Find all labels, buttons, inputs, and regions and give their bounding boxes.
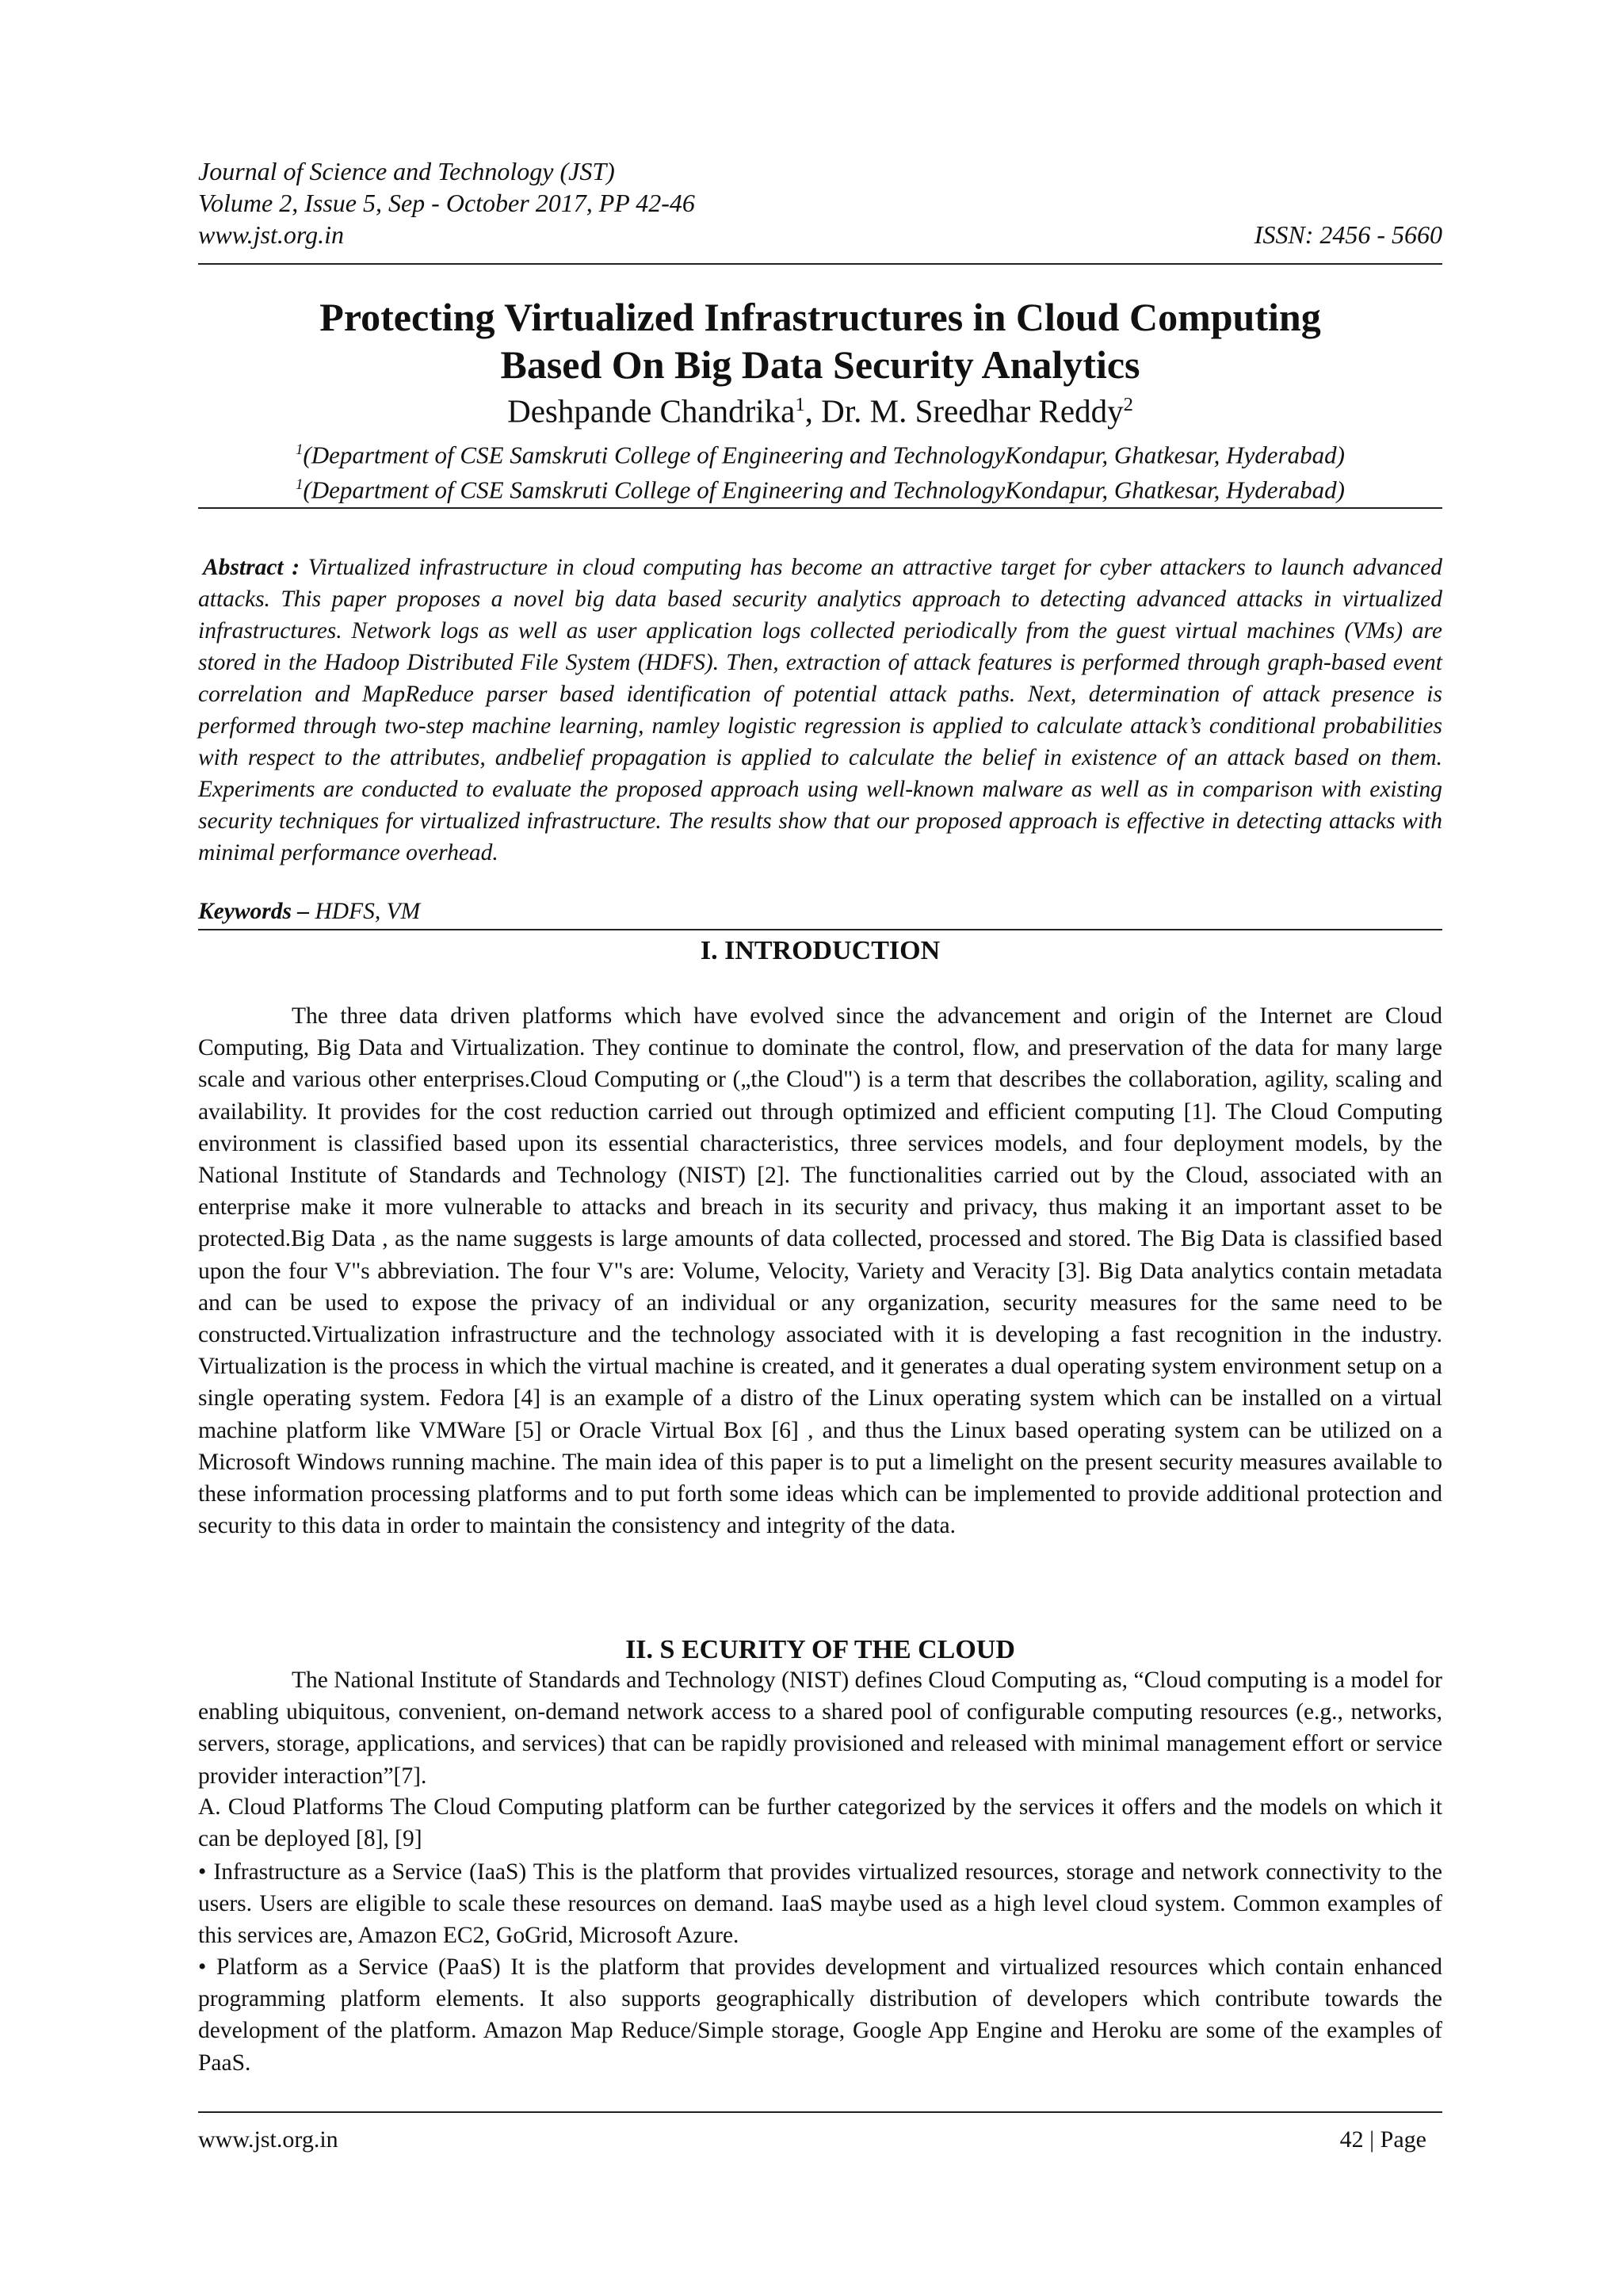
header-issn: ISSN: 2456 - 5660 xyxy=(1254,220,1442,249)
author-list xyxy=(198,385,1442,431)
header-website: www.jst.org.in xyxy=(198,220,345,249)
author-separator: , xyxy=(804,392,822,430)
security-paragraph-cloud-platforms: A. Cloud Platforms The Cloud Computing platform can be further categorized by the services it offers and the models on which it can be deployed [8], [9] xyxy=(198,1794,1442,1852)
paper-page xyxy=(198,0,1442,2296)
affiliation-divider xyxy=(198,507,1442,509)
journal-header xyxy=(198,155,1442,250)
author-2-affiliation-mark: 2 xyxy=(1123,394,1133,415)
affiliation-1-text: (Department of CSE Samskruti College of Engineering and TechnologyKondapur, Ghatkesar, Hyderabad) xyxy=(303,441,1345,469)
affiliation-1 xyxy=(198,434,1442,471)
footer-page-number: 42 | Page xyxy=(1339,2126,1426,2153)
abstract xyxy=(198,552,1442,869)
paper-title xyxy=(198,293,1442,388)
author-1: Deshpande Chandrika xyxy=(507,392,796,430)
header-row xyxy=(198,219,1442,250)
title-line-1: Protecting Virtualized Infrastructures in Cloud Computing xyxy=(319,295,1321,339)
keywords-divider xyxy=(198,929,1442,930)
section-heading-security: II. S ECURITY OF THE CLOUD xyxy=(625,1635,1015,1664)
author-2: Dr. M. Sreedhar Reddy xyxy=(821,392,1124,430)
author-1-affiliation-mark: 1 xyxy=(795,394,805,415)
affiliation-2 xyxy=(198,469,1442,506)
abstract-label: Abstract : xyxy=(203,555,308,580)
abstract-text: Virtualized infrastructure in cloud computing has become an attractive target for cyber attackers to launch advanced attacks. This paper proposes a novel big data based security analytics approach to detecting advanced attacks in virtualized infrastructures. Network logs as well as user application logs collected periodically from the guest virtual machines (VMs) are stored in the Hadoop Distributed File System (HDFS). Then, extraction of attack features is performed through graph-based event correlation and MapReduce parser based identification of potential attack paths. Next, determination of attack presence is performed through two-step machine learning, namley logistic regression is applied to calculate attack’s conditional probabilities with respect to the attributes, andbelief propagation is applied to calculate the belief in existence of an attack based on them. Experiments are conducted to evaluate the proposed approach using well-known malware as well as in comparison with existing security techniques for virtualized infrastructure. The results show that our proposed approach is effective in detecting attacks with minimal performance overhead. xyxy=(198,555,1442,865)
header-divider xyxy=(198,263,1442,265)
page-footer xyxy=(198,2124,1426,2156)
security-paragraph-nist: The National Institute of Standards and Technology (NIST) defines Cloud Computing as, “Cloud computing is a model for enabling ubiquitous, convenient, on-demand network access to a shared pool of configurable computing resources (e.g., networks, servers, storage, applications, and services) that can be rapidly provisioned and released with minimal management effort or service provider interaction”[7]. xyxy=(198,1668,1442,1789)
title-line-2: Based On Big Data Security Analytics xyxy=(500,342,1140,387)
affiliation-2-mark: 1 xyxy=(296,476,304,493)
footer-divider xyxy=(198,2111,1442,2113)
security-bullet-paas: • Platform as a Service (PaaS) It is the platform that provides development and virtualized resources which contain enhanced programming platform elements. It also supports geographically distribution of developers which contribute towards the development of the platform. Amazon Map Reduce/Simple storage, Google App Engine and Heroku are some of the examples of PaaS. xyxy=(198,1954,1442,2076)
keywords-text: HDFS, VM xyxy=(315,899,421,924)
introduction-paragraph: The three data driven platforms which have evolved since the advancement and origin of the Internet are Cloud Computing, Big Data and Virtualization. They continue to dominate the control, flow, and preservation of the data for many large scale and various other enterprises.Cloud Computing or („the Cloud") is a term that describes the collaboration, agility, scaling and availability. It provides for the cost reduction carried out through optimized and efficient computing [1]. The Cloud Computing environment is classified based upon its essential characteristics, three services models, and four deployment models, by the National Institute of Standards and Technology (NIST) [2]. The functionalities carried out by the Cloud, associated with an enterprise make it more vulnerable to attacks and breach in its security and privacy, thus making it an important asset to be protected.Big Data , as the name suggests is large amounts of data collected, processed and stored. The Big Data is classified based upon the four V"s abbreviation. The four V"s are: Volume, Velocity, Variety and Veracity [3]. Big Data analytics contain metadata and can be used to expose the privacy of an individual or any organization, security measures for the same need to be constructed.Virtualization infrastructure and the technology associated with it is developing a fast recognition in the industry. Virtualization is the process in which the virtual machine is created, and it generates a dual operating system environment setup on a single operating system. Fedora [4] is an example of a distro of the Linux operating system which can be installed on a virtual machine platform like VMWare [5] or Oracle Virtual Box [6] , and thus the Linux based operating system can be utilized on a Microsoft Windows running machine. The main idea of this paper is to put a limelight on the present security measures available to these information processing platforms and to put forth some ideas which can be implemented to provide additional protection and security to this data in order to maintain the consistency and integrity of the data. xyxy=(198,1003,1442,1539)
section-heading-introduction: I. INTRODUCTION xyxy=(700,936,941,965)
keywords xyxy=(198,896,1442,927)
keywords-label: Keywords – xyxy=(198,899,315,924)
journal-volume: Volume 2, Issue 5, Sep - October 2017, PP 42-46 xyxy=(198,189,695,217)
affiliation-2-text: (Department of CSE Samskruti College of Engineering and TechnologyKondapur, Ghatkesar, Hyderabad) xyxy=(303,476,1345,504)
journal-name: Journal of Science and Technology (JST) xyxy=(198,157,615,185)
security-bullet-iaas: • Infrastructure as a Service (IaaS) This is the platform that provides virtualized resources, storage and network connectivity to the users. Users are eligible to scale these resources on demand. IaaS maybe used as a high level cloud system. Common examples of this services are, Amazon EC2, GoGrid, Microsoft Azure. xyxy=(198,1859,1442,1949)
affiliation-1-mark: 1 xyxy=(296,441,304,458)
footer-website: www.jst.org.in xyxy=(198,2126,338,2153)
